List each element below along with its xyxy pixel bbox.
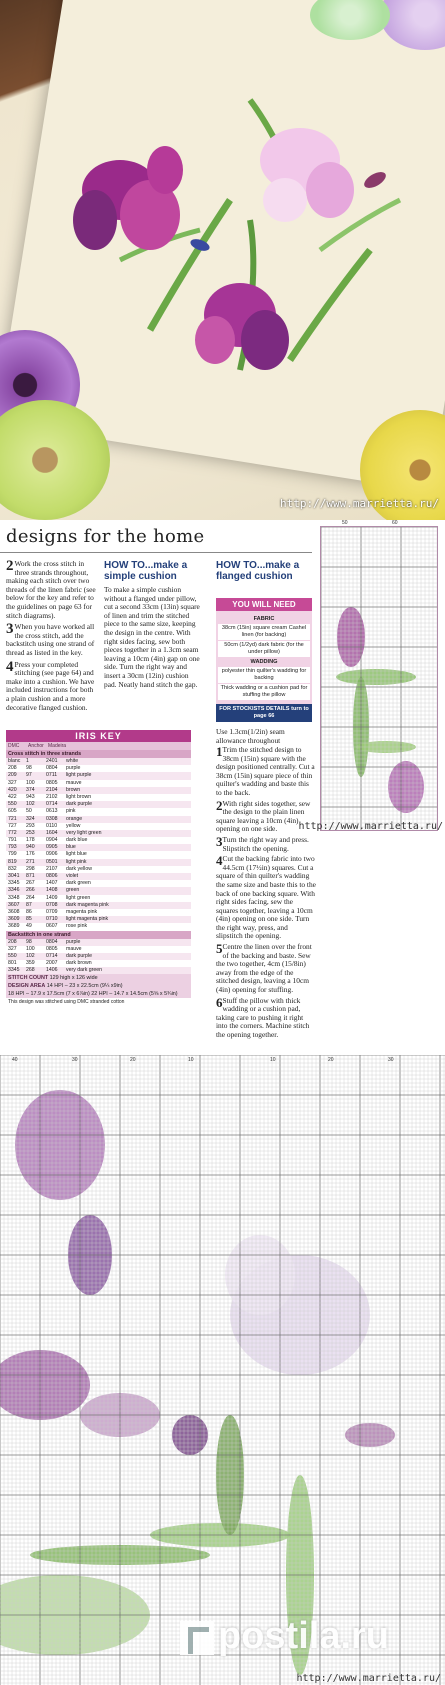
thread-code: 208: [8, 765, 17, 772]
color-name: magenta pink: [66, 908, 98, 915]
stitch-count-value: 129 high x 126 wide: [49, 975, 98, 982]
stitch-count: [6, 974, 191, 982]
color-name: yellow: [66, 822, 81, 829]
group-heading: WADDING: [250, 659, 278, 665]
chart-number: 30: [388, 1057, 394, 1063]
thread-code: 3041: [8, 873, 20, 879]
thread-code: 3608: [8, 908, 20, 915]
color-name: very dark green: [66, 967, 103, 974]
key-row: [6, 772, 191, 779]
key-row: [6, 939, 191, 946]
key-row: [6, 851, 191, 858]
key-row: [6, 787, 191, 794]
color-name: dark yellow: [66, 865, 92, 872]
strip-number: 60: [392, 520, 398, 526]
key-note: This design was stitched using DMC stranded cotton: [8, 999, 125, 1006]
key-row: [6, 844, 191, 851]
you-will-need-list: [216, 611, 312, 704]
thread-code: 0905: [46, 844, 58, 851]
thread-code: 267: [26, 880, 35, 887]
thread-code: 0804: [46, 938, 58, 945]
thread-code: 0906: [46, 851, 58, 858]
thread-code: 3345: [8, 880, 20, 887]
thread-code: 727: [8, 822, 17, 829]
chart-number: 20: [130, 1057, 136, 1063]
thread-code: 100: [26, 779, 35, 786]
cross-stitch-rows: [6, 758, 191, 931]
thread-code: 178: [26, 837, 35, 844]
thread-code: 50: [26, 808, 32, 815]
col-dmc: DMC: [8, 743, 20, 749]
key-row: [6, 816, 191, 823]
key-row: [6, 967, 191, 974]
color-name: rose pink: [66, 923, 88, 930]
thread-code: 832: [8, 865, 17, 872]
key-row: [6, 873, 191, 880]
thread-code: 97: [26, 772, 32, 779]
thread-code: 1406: [46, 967, 58, 974]
chart-strip-grid: [321, 527, 437, 830]
flanged-step: [216, 833, 316, 853]
key-row: [6, 953, 191, 960]
need-item: 50cm (1/2yd) dark fabric (for the under pillow): [218, 641, 310, 657]
thread-code: 422: [8, 793, 17, 800]
thread-code: 102: [26, 801, 35, 808]
step-text: Turn the right way and press. Slipstitch the opening.: [222, 834, 309, 853]
step-number: 4: [6, 658, 14, 675]
step-text: Trim the stitched design to 38cm (15in) square with the design positioned centrally. Cut a 38cm (15in) square piece of thin quilter's wadding and baste this to the back.: [216, 745, 315, 797]
thread-code: 3346: [8, 887, 20, 894]
key-row: [6, 859, 191, 866]
thread-code: 550: [8, 952, 17, 959]
step-number: 1: [216, 744, 223, 759]
thread-code: 3607: [8, 901, 20, 908]
thread-code: 0806: [46, 873, 58, 879]
thread-code: 1409: [46, 894, 58, 901]
key-row: [6, 758, 191, 765]
step-text: Stuff the pillow with thick wadding or a cushion pad, taking care to pushing it right into the corners. Machine stitch the opening together.: [216, 995, 310, 1039]
thread-code: 871: [26, 873, 35, 879]
thread-code: 100: [26, 945, 35, 952]
col-anchor: Anchor: [28, 743, 44, 749]
key-row: [6, 780, 191, 787]
flanged-step: [216, 855, 316, 941]
step-number: 5: [216, 941, 223, 957]
step-number: 2: [6, 558, 14, 574]
design-area-2: 18 HPI – 17.9 x 17.5cm (7 x 6⅞in) 22 HPI – 14.7 x 14.5cm (5⅝ x 5¾in): [6, 990, 191, 998]
color-name: orange: [66, 815, 83, 822]
design-area: [6, 982, 191, 990]
step-4: [6, 658, 96, 713]
thread-code: 0711: [46, 772, 58, 779]
chart-number: 20: [328, 1057, 334, 1063]
postila-watermark: [180, 1615, 389, 1658]
chart-number: 10: [188, 1057, 194, 1063]
step-2: [6, 560, 96, 620]
thread-code: 293: [26, 822, 35, 829]
thread-code: 793: [8, 844, 17, 851]
thread-code: 0805: [46, 945, 58, 952]
color-name: light magenta pink: [66, 916, 109, 923]
cross-stitch-chart: [0, 1055, 445, 1685]
thread-code: 791: [8, 837, 17, 844]
thread-code: 271: [26, 858, 35, 865]
thread-code: 0805: [46, 779, 58, 786]
thread-code: 943: [26, 793, 35, 800]
you-will-need-box: [216, 598, 312, 722]
chart-strip: [320, 526, 438, 831]
step-text: When you have worked all the cross stitch, add the backstitch using one strand of thread as listed in the key.: [6, 622, 95, 657]
chart-grid: [0, 1055, 445, 1685]
thread-code: 3348: [8, 894, 20, 901]
thread-code: 801: [8, 960, 17, 967]
thread-code: 86: [26, 908, 32, 915]
thread-code: 374: [26, 786, 35, 793]
key-row: [6, 895, 191, 902]
thread-code: 0710: [46, 916, 58, 923]
you-will-need-title: YOU WILL NEED: [216, 598, 312, 611]
cross-stitch-heading: Cross stitch in three strands: [6, 750, 191, 758]
thread-code: 0308: [46, 815, 58, 822]
watermark-url-top: http://www.marrietta.ru/: [280, 497, 439, 510]
key-row: [6, 916, 191, 923]
design-area-label: DESIGN AREA: [8, 983, 46, 990]
thread-code: 3345: [8, 967, 20, 974]
key-row: [6, 765, 191, 772]
design-area-value: 14 HPI – 23 x 22.5cm (9¼ x9in): [46, 983, 123, 990]
flanged-step: [216, 746, 316, 798]
color-name: light purple: [66, 772, 92, 779]
color-name: blue: [66, 844, 76, 851]
key-row: [6, 830, 191, 837]
color-name: mauve: [66, 779, 82, 786]
flanged-step: [216, 994, 316, 1040]
key-row: [6, 902, 191, 909]
key-row: [6, 923, 191, 930]
color-name: brown: [66, 786, 81, 793]
thread-code: 0714: [46, 952, 58, 959]
need-item: Thick wadding or a cushion pad for stuffing the pillow: [218, 684, 310, 700]
key-row: [6, 909, 191, 916]
step-text: With right sides together, sew the design to the plain linen square leaving a 10cm (4in) opening on one side.: [216, 798, 311, 834]
thread-code: 98: [26, 938, 32, 945]
cushion-photo: [0, 0, 445, 520]
thread-code: 208: [8, 938, 17, 945]
color-name: dark green: [66, 880, 91, 887]
thread-code: 940: [26, 844, 35, 851]
key-row: [6, 808, 191, 815]
thread-code: 102: [26, 952, 35, 959]
thread-code: blanc: [8, 758, 21, 764]
key-row: [6, 960, 191, 967]
key-row: [6, 880, 191, 887]
thread-code: 2107: [46, 865, 58, 872]
howto-flanged-title: HOW TO...make a flanged cushion: [216, 560, 300, 582]
iris-embroidery: [0, 0, 445, 520]
key-row: [6, 794, 191, 801]
thread-code: 0904: [46, 837, 58, 844]
header-rule: [0, 552, 312, 553]
thread-code: 1408: [46, 887, 58, 894]
thread-code: 0613: [46, 808, 58, 815]
color-name: dark purple: [66, 801, 92, 808]
color-name: white: [66, 758, 79, 764]
thread-code: 0804: [46, 765, 58, 772]
postila-text: postila.ru: [218, 1615, 390, 1657]
thread-code: 3609: [8, 916, 20, 923]
thread-code: 266: [26, 887, 35, 894]
thread-code: 605: [8, 808, 17, 815]
thread-code: 85: [26, 916, 32, 923]
thread-code: 0110: [46, 822, 58, 829]
howto-simple-text: To make a simple cushion without a flanged under pillow, cut a second 33cm (13in) square of linen and trim the stitched piece to the same size, keeping the design in the centre. With right sides facing, sew both pieces together in a 1.3cm seam leaving a 10cm (4in) gap on one side. Turn the right way and insert a 30cm (12in) cushion pad. Neatly hand stitch the gap.: [104, 585, 200, 689]
thread-code: 1604: [46, 829, 58, 836]
flanged-steps: [216, 746, 316, 1042]
thread-code: 359: [26, 960, 35, 967]
key-row: [6, 823, 191, 830]
thread-code: 1407: [46, 880, 58, 887]
thread-code: 2007: [46, 960, 58, 967]
color-name: green: [66, 887, 80, 894]
thread-code: 721: [8, 815, 17, 822]
color-name: mauve: [66, 945, 82, 952]
color-name: dark magenta pink: [66, 901, 109, 908]
backstitch-rows: [6, 939, 191, 975]
color-name: very light green: [66, 829, 102, 836]
thread-code: 0501: [46, 858, 58, 865]
key-row: [6, 801, 191, 808]
step-number: 3: [6, 621, 14, 638]
key-row: [6, 887, 191, 894]
howto-simple-title: HOW TO...make a simple cushion: [104, 560, 188, 582]
step-text: Press your completed stitching (see page 64) and make into a cushion. We have included instructions for both a plain cushion and a more decorative flanged cushion.: [6, 659, 95, 712]
chart-number: 40: [12, 1057, 18, 1063]
key-columns: [6, 742, 191, 750]
thread-code: 0714: [46, 801, 58, 808]
color-name: light brown: [66, 793, 92, 800]
thread-code: 550: [8, 801, 17, 808]
thread-code: 264: [26, 894, 35, 901]
color-name: light green: [66, 894, 91, 901]
thread-code: 772: [8, 829, 17, 836]
thread-code: 0708: [46, 901, 58, 908]
thread-code: 0607: [46, 923, 58, 930]
color-name: purple: [66, 938, 81, 945]
thread-code: 327: [8, 945, 17, 952]
color-name: dark blue: [66, 837, 88, 844]
step-text: Work the cross stitch in three strands throughout, making each stitch over two threads of the linen fabric (see below for the key and refer to the guidelines on page 63 for stitch diagrams).: [6, 559, 96, 620]
stockists-link[interactable]: FOR STOCKISTS DETAILS turn to page 66: [216, 704, 312, 722]
thread-code: 2401: [46, 758, 58, 764]
watermark-url-bottom: http://www.marrietta.ru/: [296, 1673, 441, 1684]
key-row: [6, 837, 191, 844]
color-name: dark brown: [66, 960, 92, 967]
color-name: light pink: [66, 858, 87, 865]
postila-logo-icon: [180, 1621, 214, 1655]
thread-code: 253: [26, 829, 35, 836]
col-madeira: Madeira: [48, 743, 67, 749]
color-name: purple: [66, 765, 81, 772]
steps-column: [6, 560, 96, 715]
color-name: light blue: [66, 851, 87, 858]
step-number: 4: [216, 853, 223, 869]
strip-number: 50: [342, 520, 348, 526]
chart-number: 10: [270, 1057, 276, 1063]
thread-code: 268: [26, 967, 35, 974]
thread-code: 420: [8, 786, 17, 793]
flanged-intro: Use 1.3cm(1/2in) seam allowance throughout: [216, 727, 285, 745]
step-3: [6, 623, 96, 657]
thread-code: 0709: [46, 908, 58, 915]
need-item: polyester thin quilter's wadding for backing: [218, 667, 310, 683]
key-row: [6, 946, 191, 953]
color-name: violet: [66, 873, 79, 879]
key-row: [6, 866, 191, 873]
step-number: 6: [216, 994, 223, 1010]
thread-code: 324: [26, 815, 35, 822]
color-name: pink: [66, 808, 76, 815]
thread-code: 98: [26, 765, 32, 772]
step-text: Centre the linen over the front of the backing and baste. Sew the two together, 4cm (15/8in) away from the edge of the stitched design, leaving a 10cm (4in) opening for stuffing.: [216, 942, 312, 995]
thread-code: 2102: [46, 793, 58, 800]
step-text: Cut the backing fabric into two 44.5cm (17½in) squares. Cut a square of thin quilter's wadding the same size and baste this to the back of one backing square. With right sides facing, sew the squares together, leaving a 10cm (4in) opening on one side. Turn the right way, press, and slipstitch the opening.: [216, 854, 316, 941]
thread-code: 2104: [46, 786, 58, 793]
chart-number: 30: [72, 1057, 78, 1063]
color-name: dark purple: [66, 952, 92, 959]
need-item: 38cm (15in) square cream Cashel linen (for backing): [218, 624, 310, 640]
thread-code: 209: [8, 772, 17, 779]
flanged-step: [216, 943, 316, 995]
thread-code: 327: [8, 779, 17, 786]
thread-code: 87: [26, 901, 32, 908]
thread-code: 49: [26, 923, 32, 930]
group-heading: FABRIC: [253, 616, 275, 622]
stitch-count-label: STITCH COUNT: [8, 975, 49, 982]
thread-code: 3689: [8, 923, 20, 930]
thread-code: 298: [26, 865, 35, 872]
iris-key-table: [6, 730, 191, 1005]
step-number: 3: [216, 833, 223, 849]
thread-code: 799: [8, 851, 17, 858]
thread-code: 819: [8, 858, 17, 865]
watermark-url-mid: http://www.marrietta.ru/: [298, 821, 443, 832]
iris-key-title: IRIS KEY: [6, 730, 191, 742]
backstitch-heading: Backstitch in one strand: [6, 931, 191, 939]
thread-code: 1: [26, 758, 29, 764]
page-header: designs for the home: [6, 526, 205, 547]
thread-code: 176: [26, 851, 35, 858]
step-number: 2: [216, 797, 223, 813]
